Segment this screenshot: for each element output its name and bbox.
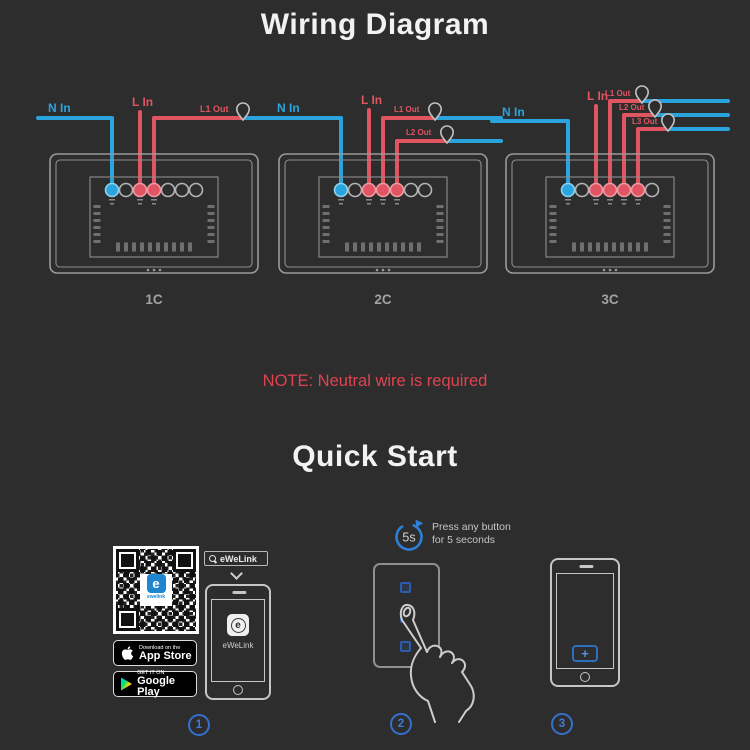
- google-play-tagline: GET IT ON: [137, 670, 165, 676]
- qr-finder: [116, 549, 139, 572]
- timer-5s-icon: [391, 519, 427, 555]
- step-number-2: 2: [390, 713, 412, 735]
- wiring-diagram-title: Wiring Diagram: [260, 8, 490, 41]
- add-device-button: +: [572, 645, 598, 662]
- panel-name: 2C: [374, 292, 392, 307]
- search-bar: [204, 551, 268, 566]
- instruction-line-2: for 5 seconds: [432, 534, 496, 546]
- ewelink-logo-icon: e: [147, 574, 166, 593]
- ewelink-logo: [140, 574, 172, 606]
- panel-name: 1C: [145, 292, 163, 307]
- n-in-label: N In: [48, 101, 71, 115]
- home-button: [580, 672, 590, 682]
- download-phone: [205, 584, 271, 700]
- l2-out-label: L2 Out: [406, 128, 432, 137]
- terminals: [106, 184, 203, 205]
- chevron-down-icon: [230, 567, 243, 580]
- home-button: [233, 685, 243, 695]
- terminals: [562, 184, 659, 205]
- search-icon: [209, 555, 216, 562]
- google-play-name: Google Play: [137, 675, 175, 698]
- ewelink-app-icon: [227, 614, 249, 636]
- phone-screen: [211, 599, 265, 682]
- step-number-1: 1: [188, 714, 210, 736]
- google-play-badge-text: [137, 670, 196, 698]
- app-store-badge-text: [139, 645, 192, 662]
- app-store-name: App Store: [139, 649, 192, 662]
- add-device-phone: [550, 558, 620, 687]
- l1-out-label: L1 Out: [605, 89, 631, 98]
- qr-finder: [173, 549, 196, 572]
- l-in-label: L In: [132, 95, 154, 109]
- l1-out-label: L1 Out: [200, 104, 229, 114]
- google-play-icon: [121, 678, 132, 691]
- app-store-tagline: Download on the: [139, 644, 181, 651]
- l3-out-label: L3 Out: [632, 117, 658, 126]
- wiring-panel-1c: [36, 85, 272, 313]
- ewelink-logo-text: ewelink: [146, 594, 166, 600]
- l3-out-wire: [638, 129, 668, 189]
- quick-start-title: Quick Start: [292, 440, 458, 473]
- instruction-line-1: Press any button: [432, 521, 511, 533]
- step-number-3: 3: [551, 713, 573, 735]
- neutral-wire-note: NOTE: Neutral wire is required: [262, 372, 488, 390]
- l2-out-wire: [397, 141, 447, 189]
- neutral-wire: [492, 121, 568, 189]
- app-icon-letter: e: [231, 618, 246, 633]
- timer-label: 5s: [402, 530, 416, 545]
- panel-name: 3C: [601, 292, 619, 307]
- hand-pointer-icon: [383, 598, 501, 723]
- apple-icon: [121, 646, 134, 661]
- qr-code: [113, 546, 199, 634]
- wiring-panel-3c: [492, 85, 728, 313]
- search-text: eWeLink: [220, 553, 257, 564]
- l1-out-label: L1 Out: [394, 105, 420, 114]
- terminals: [335, 184, 432, 205]
- speaker-bar: [579, 565, 593, 568]
- app-store-badge: [113, 640, 197, 666]
- l2-out-label: L2 Out: [619, 103, 645, 112]
- wiring-panel-2c: [265, 85, 501, 313]
- qr-finder: [116, 608, 139, 631]
- app-name-label: eWeLink: [222, 641, 254, 650]
- l-in-label: L In: [361, 93, 383, 107]
- google-play-badge: [113, 671, 197, 697]
- n-in-label: N In: [277, 101, 300, 115]
- speaker-bar: [232, 591, 246, 594]
- switch-button-1: [400, 582, 411, 593]
- press-instruction: [432, 521, 511, 547]
- l-in-label: L In: [587, 89, 609, 103]
- n-in-label: N In: [502, 105, 525, 119]
- phone-screen: [556, 573, 614, 669]
